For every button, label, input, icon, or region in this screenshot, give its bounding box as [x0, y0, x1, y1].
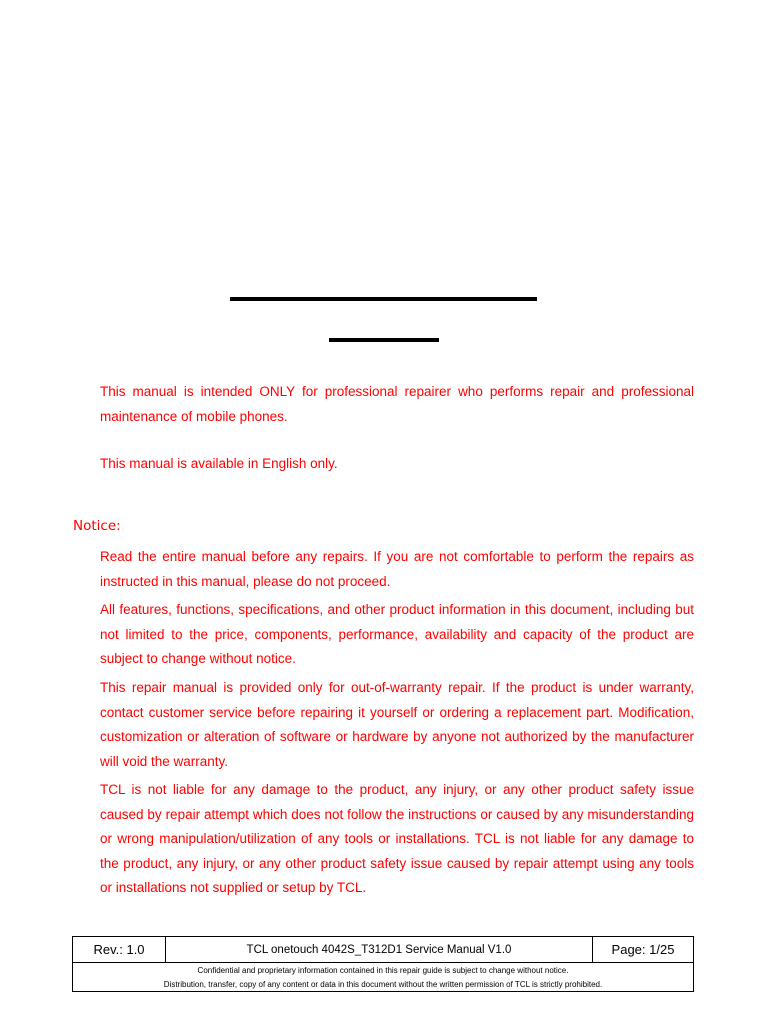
footer-confidential-line-2: Distribution, transfer, copy of any content or data in this document without the written permission of TCL is strictly prohibited.: [163, 980, 603, 989]
intro-paragraph-2: This manual is available in English only.: [100, 456, 338, 471]
footer-document-title: TCL onetouch 4042S_T312D1 Service Manual V1.0: [166, 937, 593, 962]
title-rule-long: [230, 297, 537, 301]
notice-item-2: All features, functions, specifications, and other product information in this document, including but not limited to the price, components, performance, availability and capacity of the product are subject to change without notice.: [100, 602, 694, 666]
footer-confidential-notice: [73, 963, 693, 992]
notice-label: Notice:: [73, 518, 121, 534]
intro-paragraph-1: This manual is intended ONLY for professional repairer who performs repair and professional maintenance of mobile phones.: [100, 384, 694, 424]
footer-page-number: Page: 1/25: [611, 942, 675, 957]
notice-item-3: This repair manual is provided only for out-of-warranty repair. If the product is under warranty, contact customer service before repairing it yourself or ordering a replacement part. Modification, customization or alteration of software or hardware by anyone not authorized by the manufacturer will void the warranty.: [100, 680, 694, 769]
footer-confidential-line-1: Confidential and proprietary information contained in this repair guide is subject to change without notice.: [197, 966, 569, 975]
page-footer: [72, 936, 694, 992]
footer-header-row: [73, 937, 693, 963]
notice-item-4: TCL is not liable for any damage to the product, any injury, or any other product safety issue caused by repair attempt which does not follow the instructions or caused by any misunderstanding or wrong manipulation/utilization of any tools or installations. TCL is not liable for any damage to the product, any injury, or any other product safety issue caused by repair attempt using any tools or installations not supplied or setup by TCL.: [100, 782, 694, 895]
footer-revision: Rev.: 1.0: [73, 937, 166, 962]
title-rule-short: [329, 338, 439, 342]
notice-item-1: Read the entire manual before any repairs. If you are not comfortable to perform the repairs as instructed in this manual, please do not proceed.: [100, 549, 694, 589]
